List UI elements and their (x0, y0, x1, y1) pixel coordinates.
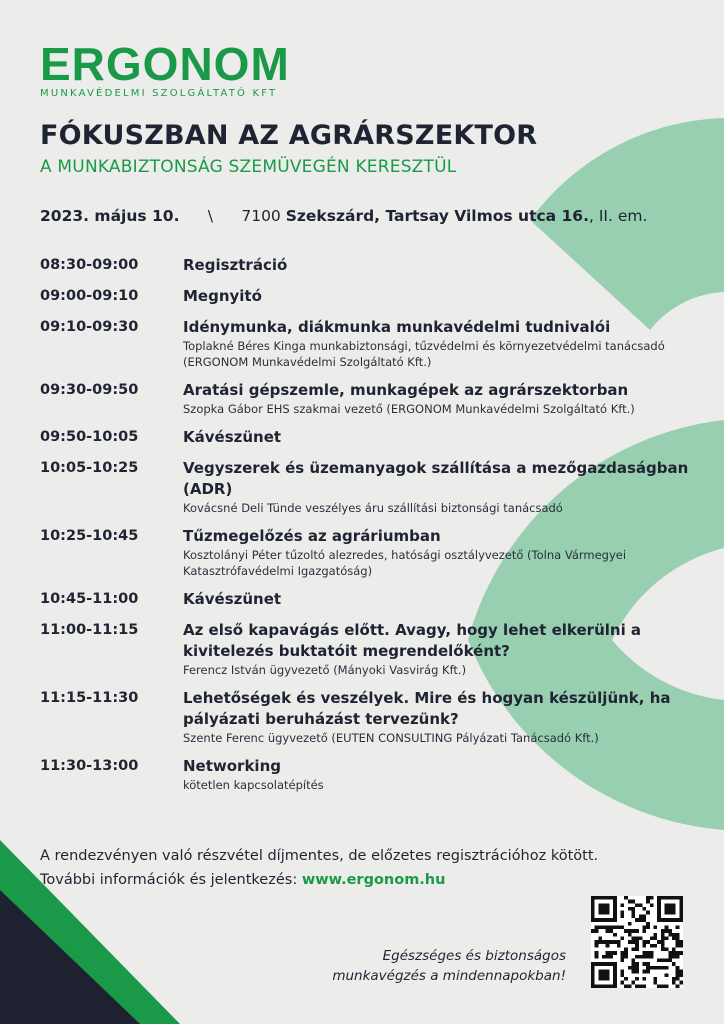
schedule-time: 10:45-11:00 (40, 591, 139, 607)
event-floor: , II. em. (588, 207, 648, 225)
schedule-time: 08:30-09:00 (40, 257, 139, 273)
page-title: FÓKUSZBAN AZ AGRÁRSZEKTOR (40, 120, 538, 151)
schedule-time: 10:25-10:45 (40, 528, 139, 544)
event-zip: 7100 (241, 207, 281, 225)
schedule-time: 09:10-09:30 (40, 319, 139, 335)
tagline (332, 946, 566, 986)
event-date: 2023. május 10. (40, 207, 180, 225)
schedule-speaker: Szente Ferenc ügyvezető (EUTEN CONSULTING Pályázati Tanácsadó Kft.) (183, 731, 599, 745)
more-info-label: További információk és jelentkezés: (40, 872, 302, 888)
schedule-content (183, 458, 700, 516)
schedule-row (40, 620, 700, 678)
schedule-content (183, 427, 700, 448)
more-info-line (40, 872, 445, 888)
schedule-title: Kávészünet (183, 428, 282, 446)
schedule-speaker: Kosztolányi Péter tűzoltó alezredes, hatósági osztályvezető (Tolna Vármegyei Katasztrófavédelmi Igazgatóság) (183, 548, 627, 578)
schedule-row (40, 427, 700, 448)
schedule-content (183, 589, 700, 610)
event-dateline (40, 207, 647, 225)
schedule-row (40, 255, 700, 276)
schedule-content (183, 620, 700, 678)
schedule-title: Aratási gépszemle, munkagépek az agrárszektorban (183, 381, 629, 399)
schedule-content (183, 688, 700, 746)
tagline-line-1: Egészséges és biztonságos (382, 948, 566, 964)
schedule-row (40, 286, 700, 307)
schedule-speaker: Szopka Gábor EHS szakmai vezető (ERGONOM Munkavédelmi Szolgáltató Kft.) (183, 402, 635, 416)
schedule-row (40, 756, 700, 793)
schedule-time: 09:50-10:05 (40, 429, 139, 445)
schedule-row (40, 589, 700, 610)
schedule-title: Lehetőségek és veszélyek. Mire és hogyan készüljünk, ha pályázati beruházást tervezünk? (183, 689, 671, 728)
schedule-content (183, 526, 700, 579)
schedule-speaker: Ferencz István ügyvezető (Mányoki Vasvirág Kft.) (183, 663, 467, 677)
schedule-content (183, 255, 700, 276)
schedule-title: Regisztráció (183, 256, 288, 274)
schedule-title: Kávészünet (183, 590, 282, 608)
schedule-list (40, 255, 700, 803)
schedule-time: 10:05-10:25 (40, 460, 139, 476)
event-address: Szekszárd, Tartsay Vilmos utca 16. (285, 207, 589, 225)
schedule-content (183, 756, 700, 793)
tagline-line-2: munkavégzés a mindennapokban! (332, 968, 566, 984)
logo-wordmark: ERGONOM (40, 38, 290, 90)
qr-code[interactable] (591, 896, 683, 988)
schedule-speaker: Toplakné Béres Kinga munkabiztonsági, tűzvédelmi és környezetvédelmi tanácsadó (ERGONOM Munkavédelmi Szolgáltató Kft.) (183, 339, 665, 369)
schedule-time: 11:00-11:15 (40, 622, 139, 638)
schedule-title: Networking (183, 757, 281, 775)
date-separator: \ (207, 207, 214, 225)
schedule-time: 11:30-13:00 (40, 758, 139, 774)
schedule-row (40, 380, 700, 417)
schedule-content (183, 317, 700, 370)
schedule-row (40, 526, 700, 579)
schedule-speaker: kötetlen kapcsolatépítés (183, 778, 324, 792)
schedule-title: Idénymunka, diákmunka munkavédelmi tudnivalói (183, 318, 611, 336)
logo-subtitle: MUNKAVÉDELMI SZOLGÁLTATÓ KFT (40, 88, 278, 99)
website-link[interactable]: www.ergonom.hu (301, 872, 446, 888)
participation-notice: A rendezvényen való részvétel díjmentes, de előzetes regisztrációhoz kötött. (40, 848, 599, 864)
page-subtitle: A MUNKABIZTONSÁG SZEMÜVEGÉN KERESZTÜL (40, 157, 457, 177)
schedule-content (183, 286, 700, 307)
schedule-time: 09:00-09:10 (40, 288, 139, 304)
schedule-row (40, 317, 700, 370)
schedule-content (183, 380, 700, 417)
schedule-time: 11:15-11:30 (40, 690, 139, 706)
schedule-title: Tűzmegelőzés az agráriumban (183, 527, 441, 545)
schedule-speaker: Kovácsné Deli Tünde veszélyes áru szállítási biztonsági tanácsadó (183, 501, 563, 515)
schedule-title: Az első kapavágás előtt. Avagy, hogy lehet elkerülni a kivitelezés buktatóit megrendelőként? (183, 621, 642, 660)
schedule-time: 09:30-09:50 (40, 382, 139, 398)
schedule-title: Megnyitó (183, 287, 262, 305)
ergonom-logo (40, 40, 290, 99)
schedule-row (40, 458, 700, 516)
schedule-row (40, 688, 700, 746)
schedule-title: Vegyszerek és üzemanyagok szállítása a mezőgazdaságban (ADR) (183, 459, 689, 498)
